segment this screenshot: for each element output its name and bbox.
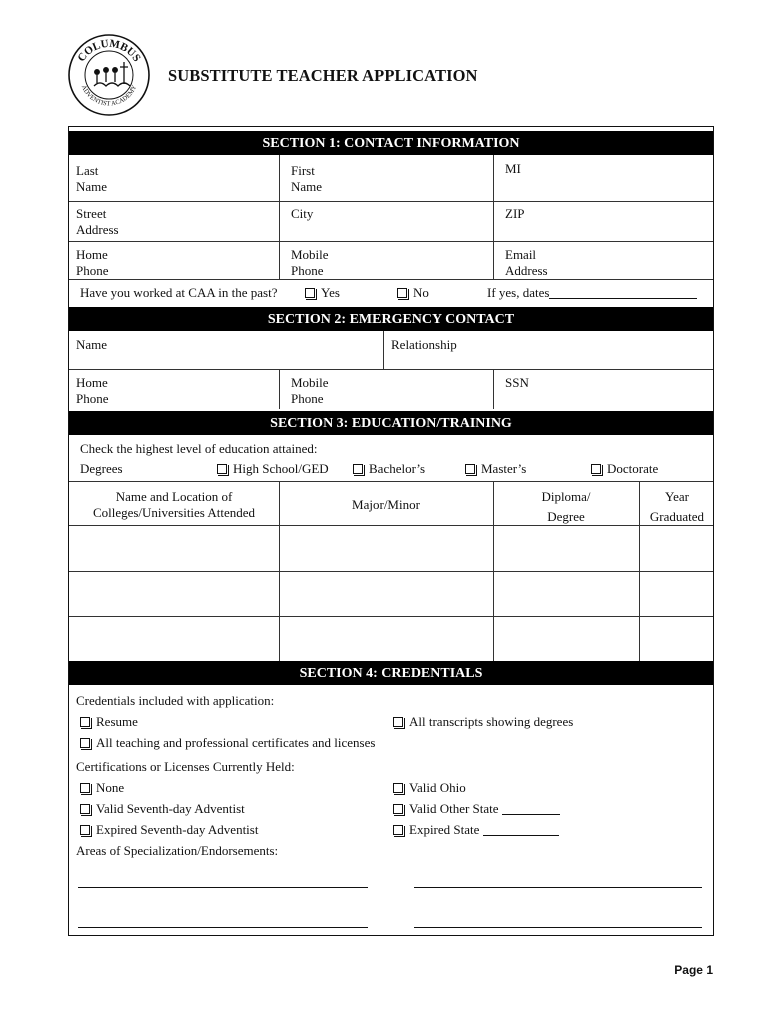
checkbox-icon[interactable]: [80, 804, 90, 814]
ssn-label: SSN: [505, 375, 529, 390]
certifications-held-label: Certifications or Licenses Currently Held:: [76, 759, 295, 774]
degree-option-doctorate[interactable]: Doctorate: [591, 461, 658, 477]
section2-header: SECTION 2: EMERGENCY CONTACT: [69, 307, 713, 331]
checkbox-icon[interactable]: [393, 804, 403, 814]
street-address-label: Street Address: [76, 206, 119, 237]
checkbox-icon[interactable]: [217, 464, 227, 474]
relationship-label: Relationship: [391, 337, 457, 352]
all-certificates-option[interactable]: All teaching and professional certificates and licenses: [80, 735, 375, 751]
section4-header: SECTION 4: CREDENTIALS: [69, 661, 713, 685]
checkbox-icon[interactable]: [80, 825, 90, 835]
columbus-academy-logo: [66, 32, 152, 118]
emergency-mobile-phone-label: Mobile Phone: [291, 375, 329, 406]
resume-option[interactable]: Resume: [80, 714, 138, 730]
emergency-name-label: Name: [76, 337, 108, 352]
none-option[interactable]: None: [80, 780, 124, 796]
specialization-line-3[interactable]: [78, 927, 368, 928]
col-major-minor-header: Major/Minor: [352, 497, 420, 512]
checkbox-icon[interactable]: [393, 717, 403, 727]
col-year-graduated-header: Year Graduated: [649, 489, 705, 524]
areas-specialization-label: Areas of Specialization/Endorsements:: [76, 843, 279, 858]
valid-other-state-option[interactable]: Valid Other State: [393, 801, 560, 817]
expired-sda-option[interactable]: Expired Seventh-day Adventist: [80, 822, 258, 838]
mi-label: MI: [505, 161, 521, 176]
specialization-line-4[interactable]: [414, 927, 702, 928]
application-form: [68, 126, 714, 936]
checkbox-icon[interactable]: [393, 825, 403, 835]
checkbox-icon[interactable]: [591, 464, 601, 474]
col-diploma-degree-header: Diploma/ Degree: [541, 489, 591, 524]
degrees-label: Degrees: [80, 461, 123, 476]
all-transcripts-option[interactable]: All transcripts showing degrees: [393, 714, 573, 730]
col-name-location-header: Name and Location of Colleges/Universities Attended: [92, 489, 256, 520]
degree-option-bachelors[interactable]: Bachelor’s: [353, 461, 425, 477]
logo-figures-icon: [94, 62, 130, 86]
education-instruction: Check the highest level of education attained:: [80, 441, 318, 456]
form-title: SUBSTITUTE TEACHER APPLICATION: [168, 66, 478, 85]
if-yes-dates-field[interactable]: If yes, dates: [487, 285, 697, 301]
checkbox-icon[interactable]: [393, 783, 403, 793]
zip-label: ZIP: [505, 206, 525, 221]
section1-header: SECTION 1: CONTACT INFORMATION: [69, 131, 713, 155]
checkbox-icon[interactable]: [305, 288, 315, 298]
home-phone-label: Home Phone: [76, 247, 109, 278]
specialization-line-1[interactable]: [78, 887, 368, 888]
worked-no-option[interactable]: No: [397, 285, 429, 301]
valid-sda-option[interactable]: Valid Seventh-day Adventist: [80, 801, 245, 817]
logo-bottom-text: ADVENTIST ACADEMY: [79, 84, 139, 108]
section3-header: SECTION 3: EDUCATION/TRAINING: [69, 411, 713, 435]
degree-option-high-school[interactable]: High School/GED: [217, 461, 329, 477]
checkbox-icon[interactable]: [353, 464, 363, 474]
specialization-line-2[interactable]: [414, 887, 702, 888]
checkbox-icon[interactable]: [80, 717, 90, 727]
page-number: Page 1: [674, 963, 713, 977]
degree-option-masters[interactable]: Master’s: [465, 461, 526, 477]
emergency-home-phone-label: Home Phone: [76, 375, 109, 406]
mobile-phone-label: Mobile Phone: [291, 247, 329, 278]
expired-state-option[interactable]: Expired State: [393, 822, 559, 838]
checkbox-icon[interactable]: [80, 783, 90, 793]
city-label: City: [291, 206, 314, 221]
worked-question: Have you worked at CAA in the past?: [80, 285, 278, 300]
logo-top-text: COLUMBUS: [75, 37, 143, 65]
email-address-label: Email Address: [505, 247, 548, 278]
checkbox-icon[interactable]: [465, 464, 475, 474]
last-name-label: Last Name: [76, 163, 108, 194]
first-name-label: First Name: [291, 163, 323, 194]
credentials-included-label: Credentials included with application:: [76, 693, 275, 708]
worked-yes-option[interactable]: Yes: [305, 285, 340, 301]
checkbox-icon[interactable]: [80, 738, 90, 748]
valid-ohio-option[interactable]: Valid Ohio: [393, 780, 466, 796]
checkbox-icon[interactable]: [397, 288, 407, 298]
